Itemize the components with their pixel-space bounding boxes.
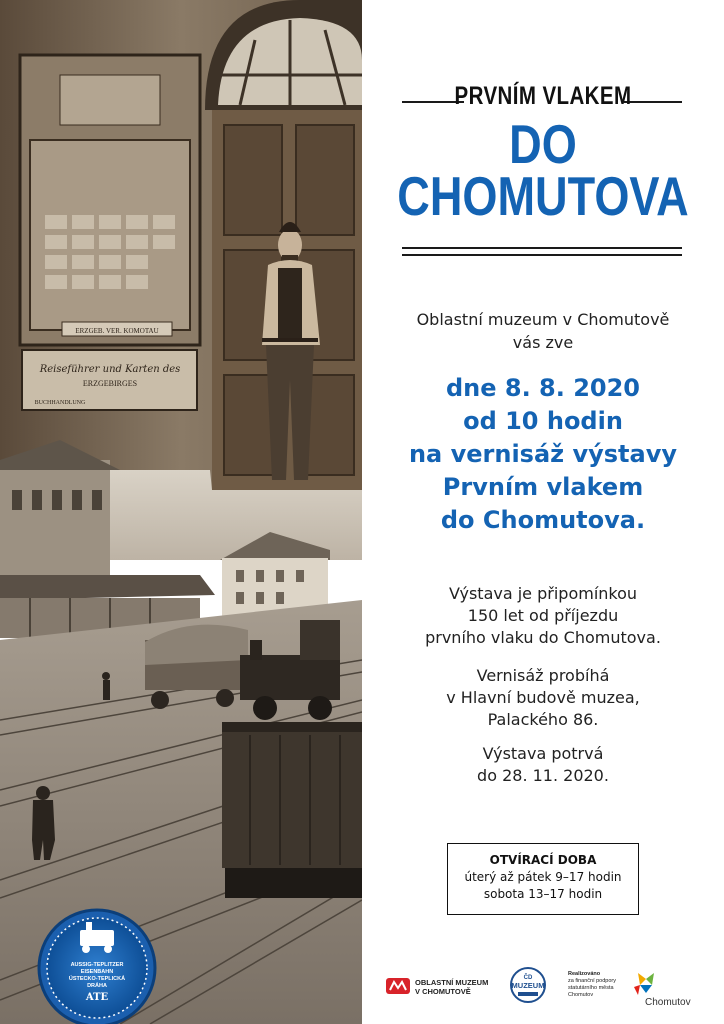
invitation-intro [362, 308, 724, 354]
opening-hours-saturday: sobota 13–17 hodin [483, 887, 603, 901]
info3-line-1: Výstava potrvá [482, 744, 604, 763]
intro-line-2: vás zve [512, 333, 574, 352]
opening-hours-box [447, 843, 639, 915]
event-title-2: do Chomutova. [440, 506, 646, 534]
event-details [362, 372, 724, 537]
headline-line-2: CHOMUTOVA [397, 165, 689, 227]
headline-line-1: DO [509, 113, 577, 175]
event-title-1: Prvním vlakem [442, 473, 644, 501]
info-duration [362, 743, 724, 787]
badge-monogram: ATE [85, 992, 109, 1003]
cd-museum-logo [511, 968, 545, 1002]
info-anniversary [362, 583, 724, 649]
badge-text-1: AUSSIG-TEPLITZER [70, 962, 124, 968]
opening-hours-title: OTVÍRACÍ DOBA [489, 853, 597, 867]
cd-logo-line-2: MUZEUM [511, 981, 545, 990]
railway-badge-logo [39, 910, 155, 1024]
sign-subtitle-text: ERZGEBIRGES [82, 379, 138, 388]
event-time: od 10 hodin [463, 407, 623, 435]
info-venue [362, 665, 724, 731]
sign-title-text: Reiseführer und Karten des [39, 364, 181, 375]
headline-rule-bottom [402, 254, 682, 256]
kicker-text: PRVNÍM VLAKEM [454, 82, 632, 110]
badge-text-2: EISENBAHN [80, 969, 114, 975]
info1-line-3: prvního vlaku do Chomutova. [425, 628, 661, 647]
sign-shop-text: BUCHHANDLUNG [34, 400, 86, 406]
badge-text-3: ÚSTECKO-TEPLICKÁ [68, 976, 126, 982]
support-line-3: statutárního města [568, 985, 614, 991]
support-line-2: za finanční podpory [568, 978, 617, 984]
headline-rule-top [402, 247, 682, 249]
event-type: na vernisáž výstavy [408, 440, 678, 468]
museum-logo [386, 978, 488, 996]
badge-text-4: DRÁHA [87, 983, 107, 989]
sign-small-text: ERZGEB. VER. KOMOTAU [75, 327, 159, 335]
info3-line-2: do 28. 11. 2020. [477, 766, 609, 785]
chomutov-city-logo [634, 973, 691, 1008]
sponsor-logos [362, 965, 724, 1015]
info2-line-1: Vernisáž probíhá [476, 666, 610, 685]
support-line-1: Realizováno [568, 971, 601, 977]
intro-line-1: Oblastní muzeum v Chomutově [416, 310, 670, 329]
museum-logo-line-2: V CHOMUTOVĚ [415, 987, 471, 996]
info2-line-3: Palackého 86. [487, 710, 599, 729]
support-line-4: Chomutov [568, 992, 594, 998]
poster-content [362, 0, 724, 1024]
info1-line-1: Výstava je připomínkou [448, 584, 638, 603]
event-date: dne 8. 8. 2020 [445, 374, 641, 402]
opening-hours-weekdays: úterý až pátek 9–17 hodin [464, 870, 622, 884]
headline [395, 113, 692, 227]
museum-logo-line-1: OBLASTNÍ MUZEUM [415, 978, 489, 987]
info2-line-2: v Hlavní budově muzea, [446, 688, 640, 707]
city-support-note [568, 971, 616, 998]
info1-line-2: 150 let od příjezdu [467, 606, 619, 625]
cd-logo-line-1: ČD [523, 975, 533, 981]
city-logo-text: Chomutov [645, 997, 691, 1008]
